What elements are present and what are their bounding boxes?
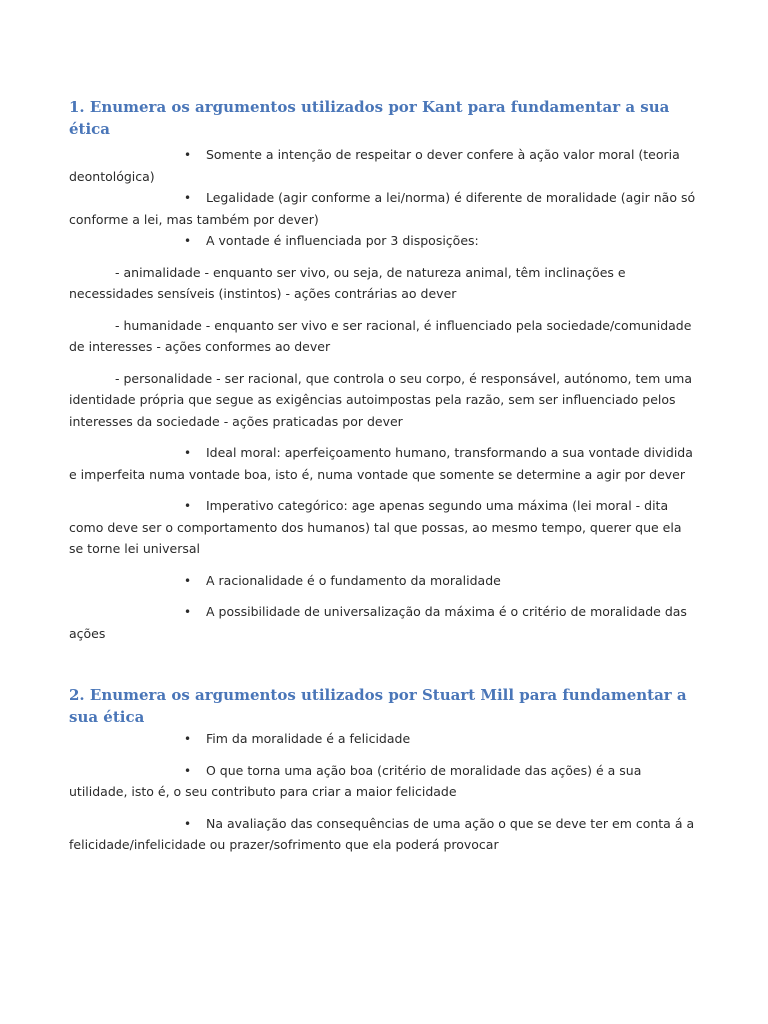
list-item (69, 601, 699, 644)
list-item (69, 760, 699, 803)
list-item (69, 442, 699, 485)
disposition-humanidade: - humanidade - enquanto ser vivo e ser racional, é influenciado pela sociedade/comunidade de interesses - ações conformes ao dever (69, 317, 692, 354)
disposition-animalidade: - animalidade - enquanto ser vivo, ou seja, de natureza animal, têm inclinações e necessidades sensíveis (instintos) - ações contrárias ao dever (69, 264, 626, 301)
list-item-text: Ideal moral: aperfeiçoamento humano, transformando a sua vontade dividida e imperfeita numa vontade boa, isto é, numa vontade que somente se determine a agir por dever (69, 445, 693, 482)
list-item-text: Imperativo categórico: age apenas segundo uma máxima (lei moral - dita como deve ser o comportamento dos humanos) tal que possas, ao mesmo tempo, querer que ela se torne lei universal (69, 498, 682, 556)
list-item-text: Legalidade (agir conforme a lei/norma) é diferente de moralidade (agir não só conforme a lei, mas também por dever) (69, 190, 696, 227)
list-item (69, 728, 699, 750)
list-item-text: A racionalidade é o fundamento da moralidade (206, 572, 501, 588)
list-item (69, 570, 699, 592)
list-item (69, 187, 699, 230)
list-item-text: Somente a intenção de respeitar o dever confere à ação valor moral (teoria deontológica) (69, 147, 680, 184)
section-2-heading: 2. Enumera os argumentos utilizados por Stuart Mill para fundamentar a sua ética (69, 686, 687, 726)
list-item-text: Fim da moralidade é a felicidade (206, 731, 411, 746)
document-page (69, 96, 699, 856)
list-item-text: A possibilidade de universalização da máxima é o critério de moralidade das ações (69, 604, 687, 641)
section-1-heading: 1. Enumera os argumentos utilizados por Kant para fundamentar a sua ética (69, 98, 670, 138)
list-item-text: A vontade é influenciada por 3 disposições: (206, 233, 479, 248)
list-item-text: Na avaliação das consequências de uma ação o que se deve ter em conta á a felicidade/infelicidade ou prazer/sofrimento que ela poderá provocar (69, 815, 695, 852)
list-item (69, 144, 699, 187)
list-item (69, 813, 699, 856)
list-item-text: O que torna uma ação boa (critério de moralidade das ações) é a sua utilidade, isto é, o seu contributo para criar a maior felicidade (69, 762, 642, 799)
list-item (69, 230, 699, 252)
disposition-personalidade: - personalidade - ser racional, que controla o seu corpo, é responsável, autónomo, tem uma identidade própria que segue as exigências autoimpostas pela razão, sem ser influenciado pelos interesses da sociedade - ações praticadas por dever (69, 370, 693, 429)
list-item (69, 495, 699, 560)
